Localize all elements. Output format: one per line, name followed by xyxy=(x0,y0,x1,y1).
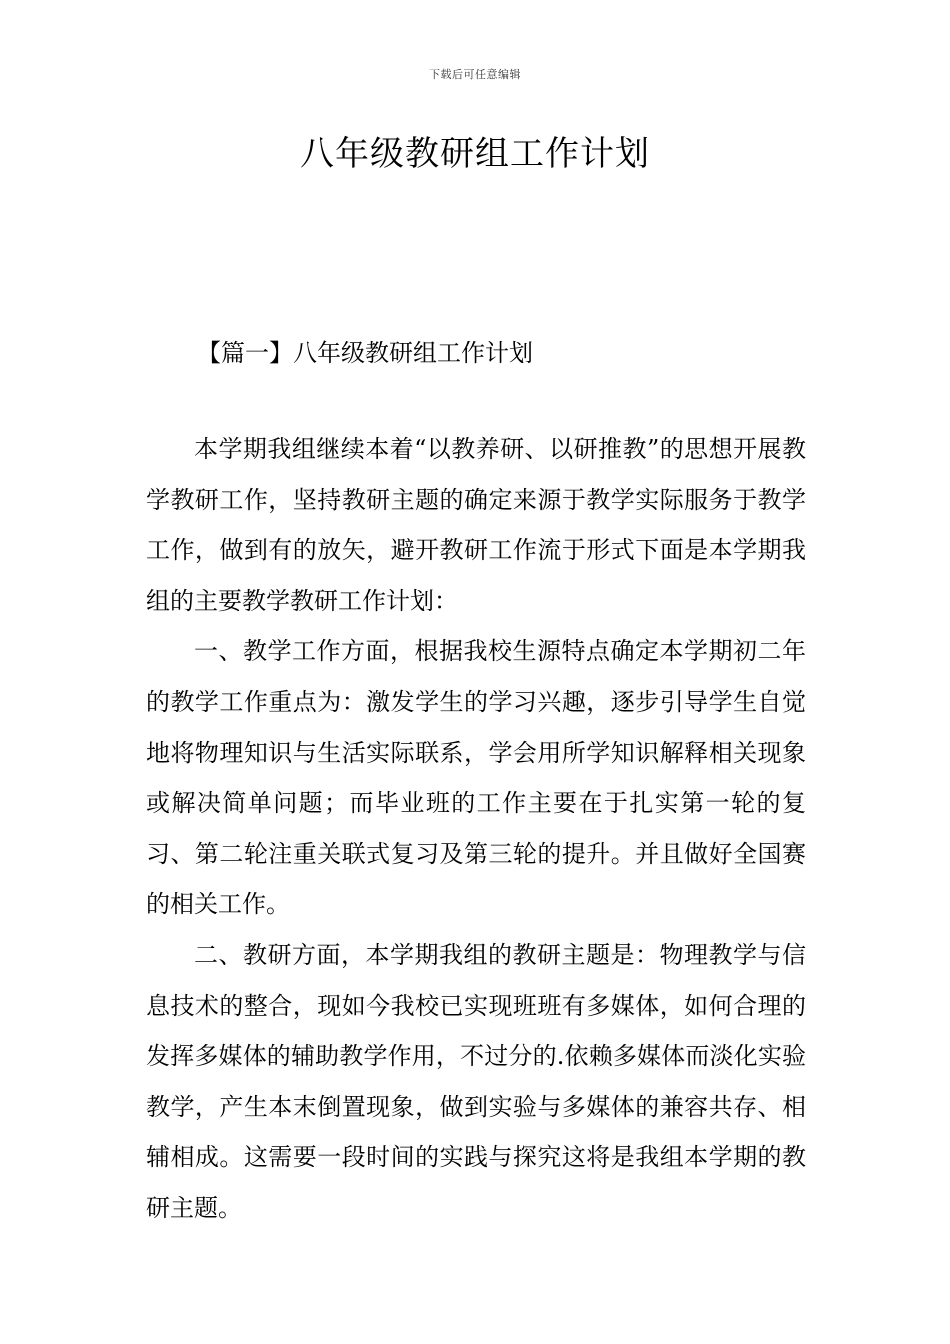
document-body xyxy=(146,424,806,1234)
paragraph-teaching-work: 一、教学工作方面，根据我校生源特点确定本学期初二年的教学工作重点为：激发学生的学习兴趣，逐步引导学生自觉地将物理知识与生活实际联系，学会用所学知识解释相关现象或解决简单问题；而毕业班的工作主要在于扎实第一轮的复习、第二轮注重关联式复习及第三轮的提升。并且做好全国赛的相关工作。 xyxy=(146,637,806,919)
paragraph-research-work: 二、教研方面，本学期我组的教研主题是：物理教学与信息技术的整合，现如今我校已实现班班有多媒体，如何合理的发挥多媒体的辅助教学作用，不过分的.依赖多媒体而淡化实验教学，产生本末倒置现象，做到实验与多媒体的兼容共存、相辅相成。这需要一段时间的实践与探究这将是我组本学期的教研主题。 xyxy=(146,940,806,1222)
header-note: 下载后可任意编辑 xyxy=(429,68,521,81)
document-title: 八年级教研组工作计划 xyxy=(300,134,650,174)
section-heading: 【篇一】八年级教研组工作计划 xyxy=(197,339,533,367)
paragraph-intro: 本学期我组继续本着“以教养研、以研推教”的思想开展教学教研工作，坚持教研主题的确定来源于教学实际服务于教学工作，做到有的放矢，避开教研工作流于形式下面是本学期我组的主要教学教研工作计划： xyxy=(146,435,806,615)
